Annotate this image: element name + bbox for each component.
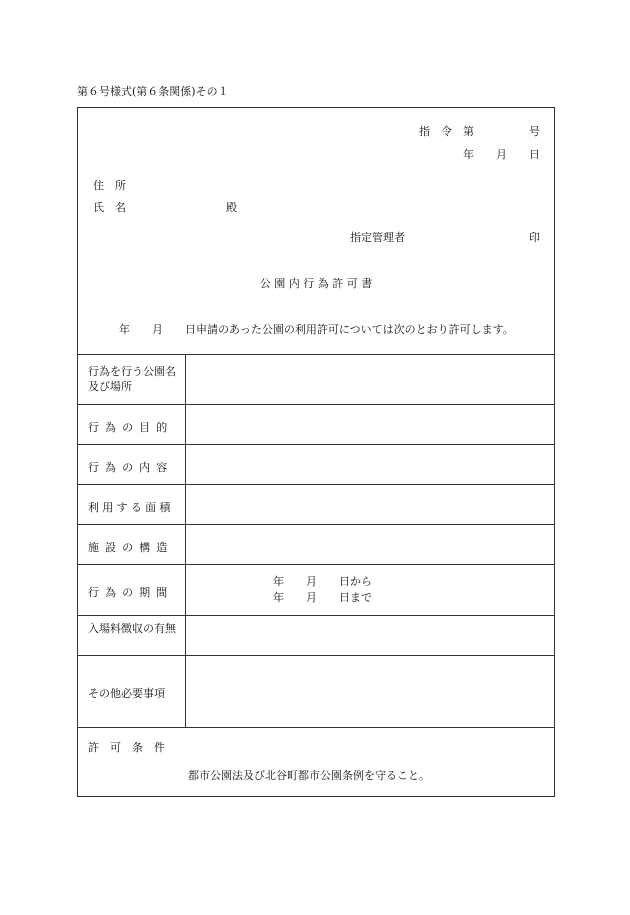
- conditions-text: 都市公園法及び北谷町都市公園条例を守ること。: [188, 769, 430, 782]
- name-label: 氏 名: [93, 201, 126, 214]
- row-label-content: 行為の内容: [88, 461, 174, 474]
- row-divider: [78, 655, 554, 656]
- row-divider: [78, 564, 554, 565]
- column-divider: [185, 354, 186, 727]
- row-divider: [78, 727, 554, 728]
- period-to: 年 月 日まで: [273, 591, 372, 604]
- row-label-park-location: 行為を行う公園名及び場所: [88, 365, 176, 393]
- row-divider: [78, 615, 554, 616]
- row-label-area: 利用する面積: [88, 501, 174, 514]
- row-divider: [78, 444, 554, 445]
- row-label-structure: 施設の構造: [88, 541, 174, 554]
- document-title: 公 園 内 行 為 許 可 書: [259, 277, 373, 290]
- address-label: 住 所: [93, 179, 126, 192]
- row-divider: [78, 404, 554, 405]
- order-number: 指 令 第 号: [419, 125, 540, 138]
- honorific: 殿: [226, 201, 237, 214]
- seal-mark: 印: [529, 231, 540, 244]
- row-divider: [78, 524, 554, 525]
- row-label-admission-fee: 入場料徴収の有無: [88, 622, 176, 635]
- permit-statement: 年 月 日申請のあった公園の利用許可については次のとおり許可します。: [119, 323, 514, 336]
- row-label-purpose: 行為の目的: [88, 421, 174, 434]
- row-divider: [78, 484, 554, 485]
- permit-form: [77, 107, 555, 797]
- period-from: 年 月 日から: [273, 575, 372, 588]
- table-top-line: [78, 354, 554, 355]
- issue-date: 年 月 日: [463, 148, 540, 161]
- form-number: 第６号様式(第６条関係)その１: [77, 85, 229, 98]
- conditions-label: 許 可 条 件: [88, 741, 165, 754]
- manager-label: 指定管理者: [350, 231, 405, 244]
- row-label-other-matters: その他必要事項: [88, 687, 165, 700]
- row-label-period: 行為の期間: [88, 586, 174, 599]
